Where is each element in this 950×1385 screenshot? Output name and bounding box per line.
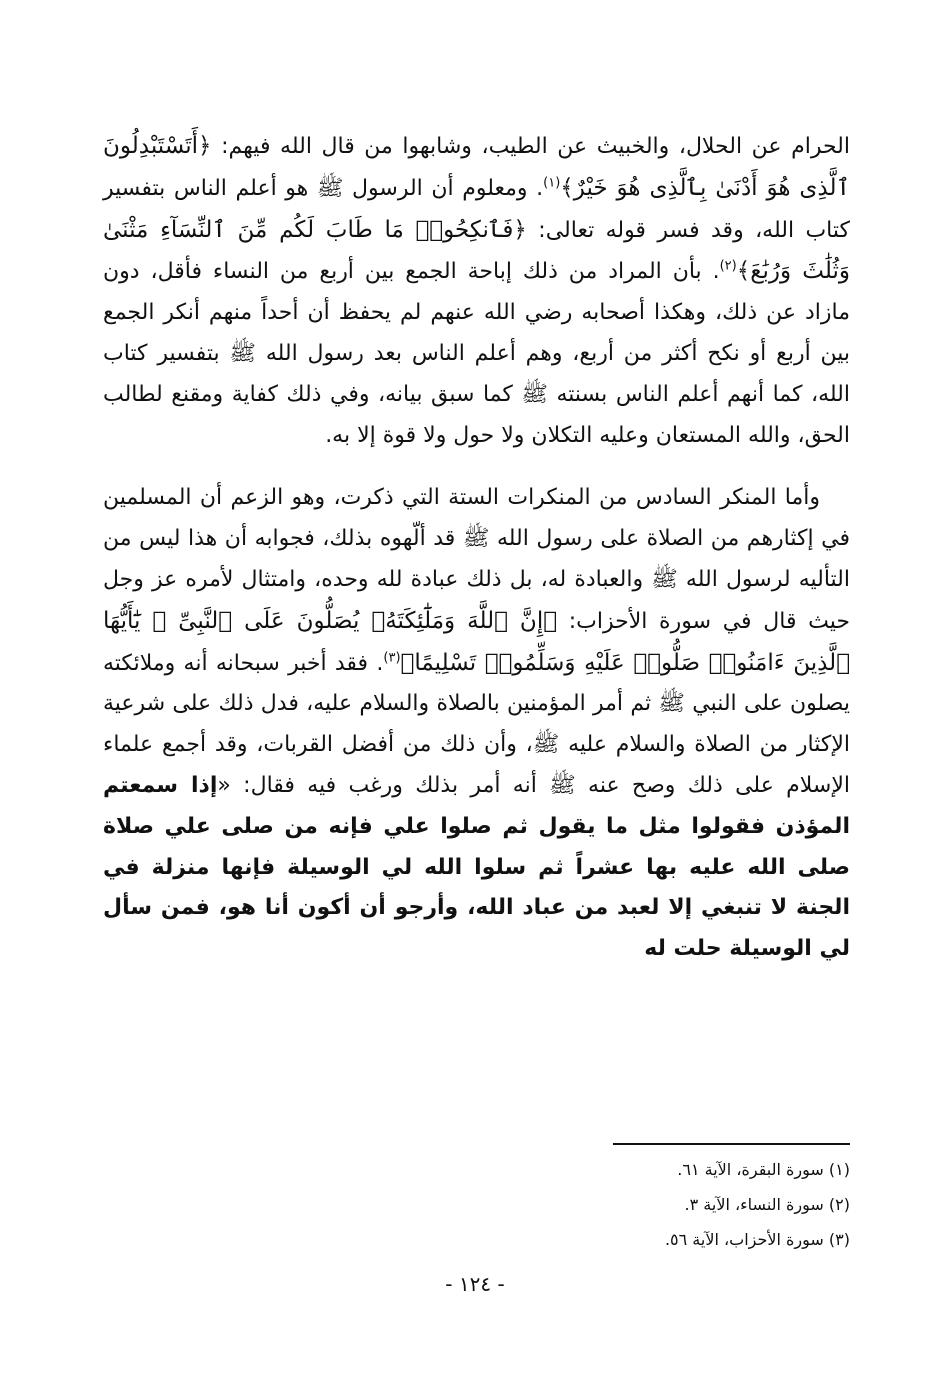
paragraph-2-part-2: . فقد أخبر سبحانه أنه وملائكته يصلون على النبي ﷺ ثم أمر المؤمنين بالصلاة والسلام عليه، فدل ذلك على شرعية الإكثار من الصلاة والسلام عليه ﷺ، وأن ذلك من أفضل القربات، وقد أجمع علماء الإسلام على ذلك وصح عنه ﷺ أنه أمر بذلك ورغب فيه فقال: « [103, 650, 850, 798]
paragraph-1-part-3: . بأن المراد من ذلك إباحة الجمع بين أربع من النساء فأقل، دون مازاد عن ذلك، وهكذا أصحابه رضي الله عنهم لم يحفظ أن أحداً منهم أنكر الجمع بين أربع أو نكح أكثر من أربع، وهم أعلم الناس بعد رسول الله ﷺ بتفسير كتاب الله، كما أنهم أعلم الناس بسنته ﷺ كما سبق بيانه، وفي ذلك كفاية ومقنع لطالب الحق، والله المستعان وعليه التكلان ولا حول ولا قوة إلا به. [103, 259, 850, 448]
footnote-3: (٣) سورة الأحزاب، الآية ٥٦. [664, 1230, 850, 1249]
footnotes [540, 1152, 850, 1257]
footnote-ref-3: (٣) [383, 650, 401, 666]
footnote-divider [613, 1143, 850, 1145]
paragraph-1-part-1: الحرام عن الحلال، والخبيث عن الطيب، وشابهوا من قال الله فيهم: [211, 134, 850, 159]
page-number: - ١٢٤ - [445, 1272, 505, 1296]
paragraph-1 [103, 126, 850, 456]
quran-verse-3: ﴿إِنَّ ٱللَّهَ وَمَلَٰٓئِكَتَهُۥ يُصَلُّونَ عَلَى ٱلنَّبِىِّ ۚ يَٰٓأَيُّهَا ٱلَّذِينَ ءَامَنُوا۟ صَلُّوا۟ عَلَيْهِ وَسَلِّمُوا۟ تَسْلِيمًا﴾ [103, 607, 850, 676]
main-text [103, 126, 850, 970]
hadith-text: إذا سمعتم المؤذن فقولوا مثل ما يقول ثم صلوا علي فإنه من صلى علي صلاة صلى الله عليه بها عشراً ثم سلوا الله لي الوسيلة فإنها منزلة في الجنة لا تنبغي إلا لعبد من عباد الله، وأرجو أن أكون أنا هو، فمن سأل لي الوسيلة حلت له [103, 772, 850, 962]
paragraph-1-part-2: . ومعلوم أن الرسول ﷺ هو أعلم الناس بتفسير كتاب الله، وقد فسر قوله تعالى: [103, 175, 850, 243]
quran-verse-2: ﴿فَٱنكِحُوا۟ مَا طَابَ لَكُم مِّنَ ٱلنِّسَآءِ مَثْنَىٰ وَثُلَٰثَ وَرُبَٰعَ﴾ [103, 216, 850, 285]
footnote-1: (١) سورة البقرة، الآية ٦١. [677, 1160, 850, 1179]
footnote-ref-2: (٢) [719, 259, 737, 275]
quran-verse-1: ﴿أَتَسْتَبْدِلُونَ ٱلَّذِى هُوَ أَدْنَىٰ بِٱلَّذِى هُوَ خَيْرٌ﴾ [103, 133, 850, 201]
footnote-2: (٢) سورة النساء، الآية ٣. [684, 1195, 850, 1214]
footnote-ref-1: (١) [543, 175, 561, 191]
paragraph-2 [103, 478, 850, 970]
paragraph-2-part-1: وأما المنكر السادس من المنكرات الستة التي ذكرت، وهو الزعم أن المسلمين في إكثارهم من الصلاة على رسول الله ﷺ قد ألّهوه بذلك، فجوابه أن هذا ليس من التأليه لرسول الله ﷺ والعبادة له، بل ذلك عبادة لله وحده، وامتثال لأمره عز وجل حيث قال في سورة الأحزاب: [103, 485, 850, 634]
